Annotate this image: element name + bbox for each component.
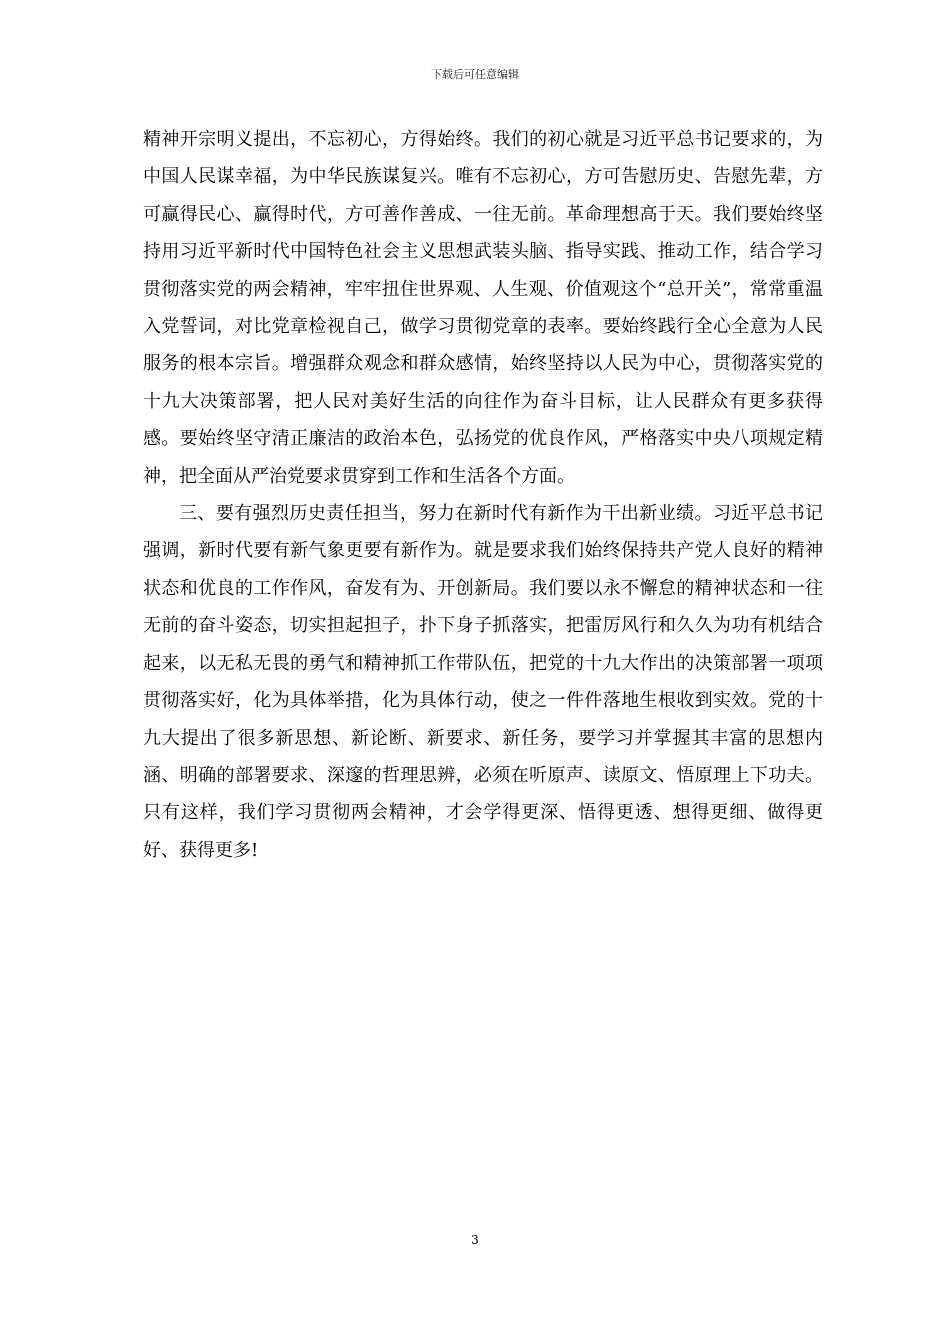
page-number: 3	[471, 1233, 479, 1247]
paragraph-section-three: 三、要有强烈历史责任担当，努力在新时代有新作为干出新业绩。习近平总书记强调，新时代要有新气象更要有新作为。就是要求我们始终保持共产党人良好的精神状态和优良的工作作风，奋发有为、开创新局。我们要以永不懈怠的精神状态和一往无前的奋斗姿态，切实担起担子，扑下身子抓落实，把雷厉风行和久久为功有机结合起来，以无私无畏的勇气和精神抓工作带队伍，把党的十九大作出的决策部署一项项贯彻落实好，化为具体举措，化为具体行动，使之一件件落地生根收到实效。党的十九大提出了很多新思想、新论断、新要求、新任务，要学习并掌握其丰富的思想内涵、明确的部署要求、深邃的哲理思辨，必须在听原声、读原文、悟原理上下功夫。只有这样，我们学习贯彻两会精神，才会学得更深、悟得更透、想得更细、做得更好、获得更多!	[143, 503, 823, 861]
page-header: 下载后可任意编辑	[431, 68, 519, 81]
paragraph-continued: 精神开宗明义提出，不忘初心，方得始终。我们的初心就是习近平总书记要求的，为中国人民谋幸福，为中华民族谋复兴。唯有不忘初心，方可告慰历史、告慰先辈，方可赢得民心、赢得时代，方可善作善成、一往无前。革命理想高于天。我们要始终坚持用习近平新时代中国特色社会主义思想武装头脑、指导实践、推动工作，结合学习贯彻落实党的两会精神，牢牢扭住世界观、人生观、价值观这个“总开关”，常常重温入党誓词，对比党章检视自己，做学习贯彻党章的表率。要始终践行全心全意为人民服务的根本宗旨。增强群众观念和群众感情，始终坚持以人民为中心，贯彻落实党的十九大决策部署，把人民对美好生活的向往作为奋斗目标，让人民群众有更多获得感。要始终坚守清正廉洁的政治本色，弘扬党的优良作风，严格落实中央八项规定精神，把全面从严治党要求贯穿到工作和生活各个方面。	[143, 129, 823, 487]
document-body	[143, 121, 823, 869]
